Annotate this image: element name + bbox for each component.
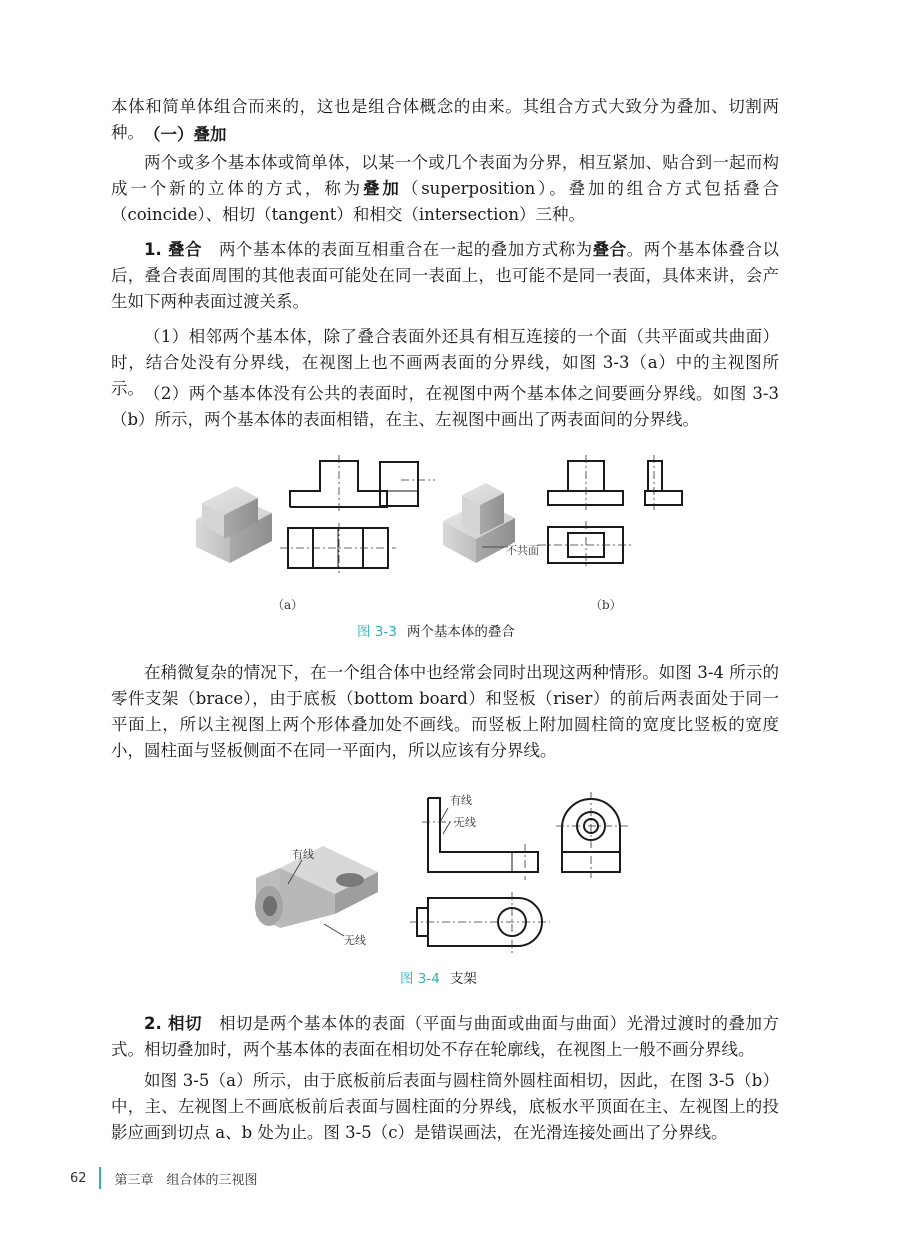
figure-3-4-drawing (240, 788, 670, 968)
brace-front-view (428, 798, 538, 872)
annotation-no-line-iso: 无线 (344, 934, 366, 947)
annotation-has-line-front: 有线 (450, 794, 472, 807)
side-view-a (380, 462, 418, 506)
text-span: 相切是两个基本体的表面（平面与曲面或曲面与曲面）光滑过渡时的叠加方式。相切叠加时，两个基本体的表面在相切处不存在轮廓线，在视图上一般不画分界线。 (111, 1014, 779, 1059)
subheading-tangent: 2. 相切 (144, 1014, 202, 1033)
front-view-a (288, 461, 388, 568)
figure-number: 图 3-4 (400, 971, 440, 987)
text-span: （superposition）。叠加的组合方式包括叠合（coincide）、相切（tangent）和相交（intersection）三种。 (111, 179, 779, 224)
figure-3-3-label-a: （a） (272, 598, 304, 612)
figure-3-3-label-b: （b） (590, 598, 622, 612)
paragraph-tangent (111, 1011, 779, 1063)
page-number: 62 (70, 1170, 87, 1186)
centerlines-b (538, 455, 654, 569)
figure-number: 图 3-3 (357, 624, 397, 640)
front-view-b (548, 461, 623, 563)
figure-3-4-caption (400, 967, 477, 987)
annotation-no-line-front: 无线 (454, 816, 476, 829)
paragraph-tangent-example: 如图 3-5（a）所示，由于底板前后表面与圆柱筒外圆柱面相切，因此，在图 3-5（b）中，主、左视图上不画底板前后表面与圆柱面的分界线，底板水平顶面在主、左视图上的投影应画到切点 a、b 处为止。图 3-5（c）是错误画法，在光滑连接处画出了分界线。 (111, 1071, 779, 1142)
text-span: 。两个基本体叠合以后，叠合表面周围的其他表面可能处在同一表面上，也可能不是同一表面，具体来讲，会产生如下两种表面过渡关系。 (111, 240, 780, 311)
figure-3-3-caption (357, 620, 515, 640)
paragraph-case-2: （2）两个基本体没有公共的表面时，在视图中两个基本体之间要画分界线。如图 3-3（b）所示，两个基本体的表面相错，在主、左视图中画出了两表面间的分界线。 (111, 384, 779, 429)
chapter-title: 第三章 组合体的三视图 (114, 1172, 258, 1188)
paragraph-intro: 本体和简单体组合而来的，这也是组合体概念的由来。其组合方式大致分为叠加、切割两种。 (111, 97, 779, 142)
isometric-brace (255, 846, 378, 928)
side-view-b (645, 461, 682, 505)
isometric-block-a (196, 486, 272, 563)
annotation-not-coplanar: 不共面 (506, 544, 539, 557)
subheading-coincide: 1. 叠合 (144, 240, 202, 259)
text-span: 两个或多个基本体或简单体，以某一个或几个表面为分界，相互紧加、贴合到一起而构成一个新的立体的方式，称为 (111, 153, 779, 198)
figure-title: 支架 (449, 971, 477, 987)
footer-divider (99, 1167, 101, 1189)
heading-text: （一）叠加 (144, 125, 227, 144)
paragraph-superposition-definition (111, 150, 779, 228)
paragraph-brace-example: 在稍微复杂的情况下，在一个组合体中也经常会同时出现这两种情形。如图 3-4 所示的零件支架（brace），由于底板（bottom board）和竖板（riser）的前后两表面处于同一平面上，所以主视图上两个形体叠加处不画线。而竖板上附加圆柱筒的宽度比竖板的宽度小，圆柱面与竖板侧面不在同一平面内，所以应该有分界线。 (111, 663, 779, 760)
figure-3-3-drawing (190, 455, 710, 590)
paragraph-case-1: （1）相邻两个基本体，除了叠合表面外还具有相互连接的一个面（共平面或共曲面）时，结合处没有分界线，在视图上也不画两表面的分界线，如图 3-3（a）中的主视图所示。 (111, 327, 779, 398)
paragraph-coincide (111, 237, 779, 315)
figure-title: 两个基本体的叠合 (406, 624, 515, 640)
term-coincide: 叠合 (592, 240, 627, 259)
page-footer (70, 1167, 258, 1189)
term-superposition: 叠加 (363, 179, 402, 198)
isometric-block-b (443, 483, 515, 563)
text-span: 两个基本体的表面互相重合在一起的叠加方式称为 (201, 240, 593, 259)
section-heading-superposition (144, 122, 227, 148)
annotation-has-line-iso: 有线 (292, 848, 314, 861)
